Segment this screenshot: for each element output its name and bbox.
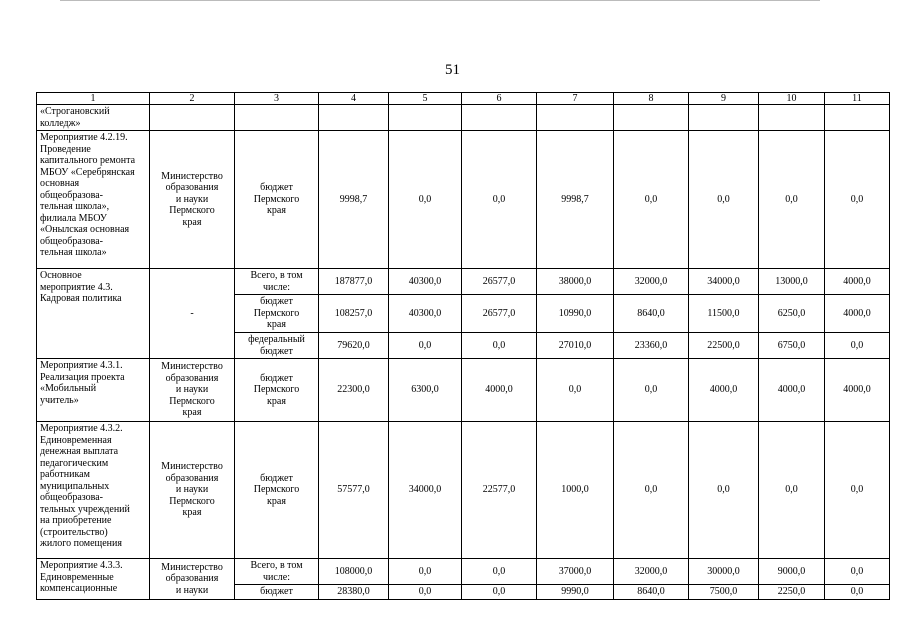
measure-name-cell: Основное мероприятие 4.3. Кадровая политика: [37, 269, 150, 359]
value-cell: 0,0: [825, 131, 890, 269]
source-cell: бюджет: [235, 585, 319, 600]
scan-edge-line: [60, 0, 820, 1]
value-cell: 22500,0: [689, 333, 759, 359]
value-cell: 108000,0: [319, 559, 389, 585]
value-cell: 30000,0: [689, 559, 759, 585]
value-cell: 0,0: [825, 585, 890, 600]
value-cell: 40300,0: [389, 269, 462, 295]
measure-name-cell: «Строгановский колледж»: [37, 105, 150, 131]
measure-name-cell: Мероприятие 4.3.2. Единовременная денежная выплата педагогическим работникам муниципальных общеобразова- тельных учреждений на приобретение (строительство) жилого помещения: [37, 422, 150, 559]
column-header: 5: [389, 93, 462, 105]
column-header: 8: [614, 93, 689, 105]
source-cell: федеральный бюджет: [235, 333, 319, 359]
value-cell: 4000,0: [462, 359, 537, 422]
value-cell: 4000,0: [689, 359, 759, 422]
value-cell: [537, 105, 614, 131]
value-cell: 9000,0: [759, 559, 825, 585]
executor-cell: Министерство образования и науки Пермского края: [150, 359, 235, 422]
value-cell: 57577,0: [319, 422, 389, 559]
value-cell: 0,0: [462, 559, 537, 585]
value-cell: 11500,0: [689, 295, 759, 333]
value-cell: 26577,0: [462, 295, 537, 333]
value-cell: 0,0: [462, 131, 537, 269]
value-cell: 9998,7: [537, 131, 614, 269]
value-cell: 38000,0: [537, 269, 614, 295]
value-cell: 0,0: [825, 559, 890, 585]
page-number: 51: [445, 62, 460, 78]
value-cell: 0,0: [759, 131, 825, 269]
value-cell: 40300,0: [389, 295, 462, 333]
source-cell: бюджет Пермского края: [235, 295, 319, 333]
executor-cell: Министерство образования и науки: [150, 559, 235, 600]
value-cell: 22577,0: [462, 422, 537, 559]
value-cell: 6750,0: [759, 333, 825, 359]
value-cell: [689, 105, 759, 131]
value-cell: 0,0: [759, 422, 825, 559]
value-cell: 4000,0: [759, 359, 825, 422]
source-cell: Всего, в том числе:: [235, 269, 319, 295]
value-cell: 0,0: [614, 359, 689, 422]
value-cell: 0,0: [825, 333, 890, 359]
source-cell: бюджет Пермского края: [235, 131, 319, 269]
executor-cell: Министерство образования и науки Пермского края: [150, 422, 235, 559]
column-header: 1: [37, 93, 150, 105]
executor-cell: [150, 105, 235, 131]
value-cell: 6250,0: [759, 295, 825, 333]
column-number-row: [37, 93, 890, 105]
executor-cell: Министерство образования и науки Пермского края: [150, 131, 235, 269]
value-cell: [462, 105, 537, 131]
table-row: [37, 559, 890, 585]
value-cell: 0,0: [389, 333, 462, 359]
value-cell: 9990,0: [537, 585, 614, 600]
value-cell: 8640,0: [614, 295, 689, 333]
table-row: [37, 105, 890, 131]
value-cell: 1000,0: [537, 422, 614, 559]
value-cell: 0,0: [389, 131, 462, 269]
value-cell: 0,0: [389, 559, 462, 585]
table-row: [37, 269, 890, 295]
value-cell: 28380,0: [319, 585, 389, 600]
value-cell: 4000,0: [825, 295, 890, 333]
value-cell: 0,0: [614, 131, 689, 269]
value-cell: 23360,0: [614, 333, 689, 359]
value-cell: 187877,0: [319, 269, 389, 295]
value-cell: [614, 105, 689, 131]
value-cell: 0,0: [462, 585, 537, 600]
value-cell: 34000,0: [389, 422, 462, 559]
value-cell: 27010,0: [537, 333, 614, 359]
column-header: 3: [235, 93, 319, 105]
value-cell: 9998,7: [319, 131, 389, 269]
value-cell: 0,0: [462, 333, 537, 359]
value-cell: 0,0: [537, 359, 614, 422]
source-cell: бюджет Пермского края: [235, 359, 319, 422]
value-cell: 37000,0: [537, 559, 614, 585]
executor-cell: -: [150, 269, 235, 359]
column-header: 2: [150, 93, 235, 105]
value-cell: [389, 105, 462, 131]
value-cell: 32000,0: [614, 269, 689, 295]
value-cell: 4000,0: [825, 359, 890, 422]
measure-name-cell: Мероприятие 4.2.19. Проведение капитального ремонта МБОУ «Серебрянская основная общеобразова- тельная школа», филиала МБОУ «Онылская основная общеобразова- тельная школа»: [37, 131, 150, 269]
column-header: 9: [689, 93, 759, 105]
table-row: [37, 422, 890, 559]
value-cell: [319, 105, 389, 131]
value-cell: 0,0: [614, 422, 689, 559]
table-row: [37, 359, 890, 422]
value-cell: 26577,0: [462, 269, 537, 295]
source-cell: бюджет Пермского края: [235, 422, 319, 559]
source-cell: [235, 105, 319, 131]
column-header: 6: [462, 93, 537, 105]
column-header: 4: [319, 93, 389, 105]
source-cell: Всего, в том числе:: [235, 559, 319, 585]
value-cell: 34000,0: [689, 269, 759, 295]
value-cell: 32000,0: [614, 559, 689, 585]
value-cell: 7500,0: [689, 585, 759, 600]
value-cell: [825, 105, 890, 131]
value-cell: 13000,0: [759, 269, 825, 295]
value-cell: 22300,0: [319, 359, 389, 422]
table-row: [37, 131, 890, 269]
value-cell: 10990,0: [537, 295, 614, 333]
measure-name-cell: Мероприятие 4.3.3. Единовременные компенсационные: [37, 559, 150, 600]
value-cell: 6300,0: [389, 359, 462, 422]
value-cell: 0,0: [689, 422, 759, 559]
budget-table: [36, 92, 890, 600]
value-cell: 2250,0: [759, 585, 825, 600]
value-cell: 0,0: [389, 585, 462, 600]
value-cell: 0,0: [689, 131, 759, 269]
measure-name-cell: Мероприятие 4.3.1. Реализация проекта «Мобильный учитель»: [37, 359, 150, 422]
column-header: 10: [759, 93, 825, 105]
value-cell: 108257,0: [319, 295, 389, 333]
column-header: 7: [537, 93, 614, 105]
value-cell: [759, 105, 825, 131]
value-cell: 79620,0: [319, 333, 389, 359]
value-cell: 8640,0: [614, 585, 689, 600]
value-cell: 4000,0: [825, 269, 890, 295]
column-header: 11: [825, 93, 890, 105]
value-cell: 0,0: [825, 422, 890, 559]
